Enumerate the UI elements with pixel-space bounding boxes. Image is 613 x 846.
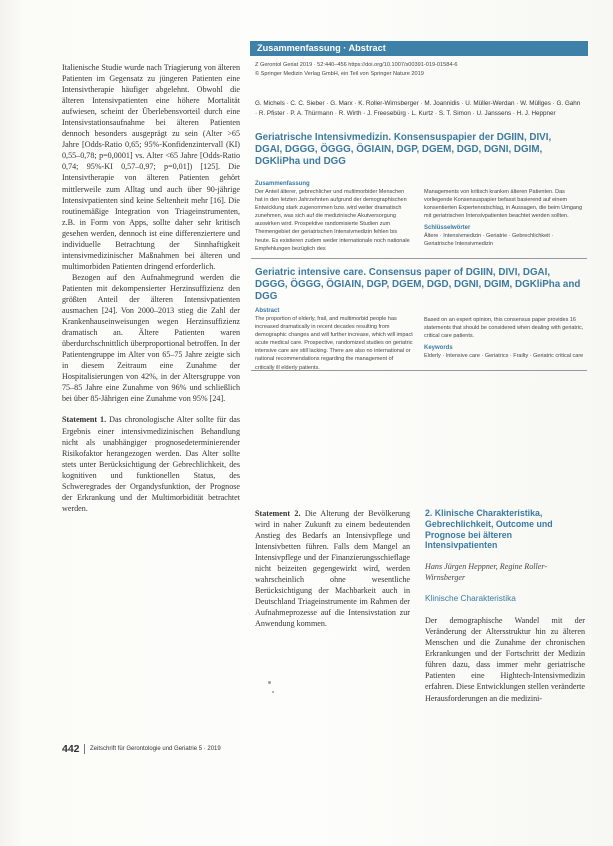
statement-2 bbox=[255, 508, 410, 630]
section-body: Der demographische Wandel mit der Veränderung der Altersstruktur hin zu älteren Menschen und die Zunahme der chronischen Erkrankungen und der Fortschritt der Medizin führen dazu, dass immer mehr geriatrische Patienten eine Hightech-Intensivmedizin erfahren. Diese Entwicklungen stellen veränderte Herausforderungen an die medizini- bbox=[425, 616, 585, 703]
author-list: G. Michels · C. C. Sieber · G. Marx · K. Roller-Wirnsberger · M. Joannidis · U. Müller-Werdan · W. Müllges · G. Gahn · R. Pfister · P. A. Thürmann · R. Wirth · J. Freesebürg · L. Kurtz · S. T. Simon · U. Janssens · H. J. Heppner bbox=[255, 100, 581, 117]
english-abstract-text: The proportion of elderly, frail, and multimorbid people has increased dramatically in recent decades resulting from demographic changes and will further increase, which will impact acute medical care. Prospective, randomized studies on geriatric intensive care are still lacking. There are also no international or national recommendations regarding the management of critically ill elderly patients. bbox=[255, 316, 413, 371]
german-abstract bbox=[255, 181, 413, 253]
scan-speck bbox=[268, 681, 271, 684]
english-article-title: Geriatric intensive care. Consensus paper of DGIIN, DIVI, DGAI, DGGG, ÖGGG, ÖGIAIN, DGP, DGEM, DGD, DGNI, DGIM, DGKliPha and DGG bbox=[255, 267, 581, 302]
doi-line: Z Gerontol Geriat 2019 · 52:440–456 https://doi.org/10.1007/s00391-019-01584-6 bbox=[255, 62, 458, 68]
section-authors: Hans Jürgen Heppner, Regine Roller-Wirnsberger bbox=[425, 562, 548, 583]
english-keywords-heading: Keywords bbox=[424, 345, 453, 352]
english-keywords: Elderly · Intensive care · Geriatrics · Frailty · Geriatric critical care bbox=[424, 353, 584, 360]
english-abstract-continuation: Based on an expert opinion, this consensus paper provides 16 statements that should be considered when dealing with geriatric, critical care patients. bbox=[424, 317, 584, 340]
footer-separator bbox=[84, 744, 85, 754]
scan-speck bbox=[272, 691, 274, 693]
german-keywords-heading: Schlüsselwörter bbox=[424, 225, 471, 232]
page-footer bbox=[62, 743, 462, 755]
right-text-column bbox=[425, 508, 585, 704]
english-abstract-heading: Abstract bbox=[255, 308, 280, 314]
banner-text: Zusammenfassung · Abstract bbox=[257, 43, 386, 53]
german-abstract-heading: Zusammenfassung bbox=[255, 181, 310, 187]
journal-name: Zeitschrift für Gerontologie und Geriatrie 5 · 2019 bbox=[90, 746, 221, 752]
left-text-column bbox=[62, 62, 240, 514]
page-number: 442 bbox=[62, 743, 80, 755]
section-title: 2. Klinische Charakteristika, Gebrechlichkeit, Outcome und Prognose bei älteren Intensivpatienten bbox=[425, 508, 553, 551]
german-abstract-text: Der Anteil älterer, gebrechlicher und multimorbider Menschen hat in den letzten Jahrzehnten aufgrund der demographischen Entwicklung stark zugenommen bzw. wird weiter dramatisch zunehmen, was sich auf die medizinische Akutversorgung auswirken wird. Prospektive randomisierte Studien zum Themengebiet der geriatrischen Intensivmedizin fehlen bis heute. Es existieren zudem weder internationale noch nationale Empfehlungen bezüglich des bbox=[255, 189, 410, 252]
subsection-heading: Klinische Charakteristika bbox=[425, 593, 516, 604]
english-abstract-continued bbox=[424, 316, 584, 360]
statement-1 bbox=[62, 414, 240, 513]
statement-text: Die Alterung der Bevölkerung wird in naher Zukunft zu einem bedeutenden Anstieg des Bedarfs an Intensivpflege und Intensivbetten führen. Falls dem Mangel an Intensivpflege und der Finanzierungsschieflage nicht beizeiten gegengewirkt wird, werden wahrscheinlich ohne wesentliche Berücksichtigung der Machbarkeit auch in Deutschland Triageinstrumente im Rahmen der Aufnahmeprozesse auf die Intensivstation zur Anwendung kommen. bbox=[255, 509, 411, 629]
statement-text: Das chronologische Alter sollte für das Ergebnis einer intensivmedizinischen Behandlung nicht als unabhängiger prognosedeterminierender Risikofaktor herangezogen werden. Das Alter sollte stets unter Berücksichtigung der Gebrechlichkeit, des kognitiven und funktionellen Status, des Schweregrades der Organdysfunktion, der Prognose der Erkrankung und der Multimorbidität betrachtet werden. bbox=[62, 415, 241, 513]
statement-label: Statement 1. bbox=[62, 415, 107, 425]
body-paragraph: Italienische Studie wurde nach Triagierung von älteren Patienten im Gegensatz zu jüngeren Patienten eine Intensivtherapie häufiger abgelehnt. Obwohl die älteren Intensivpatienten eine höhere Mortalität aufwiesen, scheint der Überlebensvorteil durch eine Intensivstationsaufnahme bei älteren Patienten dennoch besonders ausgeprägt zu sein (Alter >65 Jahre [Odds-Ratio 0,65; 95%-Konfidenzintervall (KI) 0,55–0,78; p=0,0001] vs. Alter <65 Jahre [Odds-Ratio 0,74; 95%-KI 0,57–0,97; p=0,01]) [125]. Die Intensivtherapie von älteren Patienten gehört mittlerweile zum Alltag und auch über 90-jährige Intensivpatienten sind keine Seltenheit mehr [16]. Die routinemäßige Integration von Triageinstrumenten, z.B. in Form von Apps, sollte daher sehr kritisch gesehen werden, dennoch ist eine differenziertere und individuelle Betrachtung der Sinnhaftigkeit intensivmedizinischer Maßnahmen bei älteren und multimorbiden Patienten dringend erforderlich. bbox=[62, 63, 240, 271]
divider bbox=[251, 370, 587, 371]
english-abstract bbox=[255, 308, 413, 372]
german-keywords: Ältere · Intensivmedizin · Geriatrie · Gebrechlichkeit · Geriatrische Intensivmedizin bbox=[424, 233, 554, 248]
german-article-title: Geriatrische Intensivmedizin. Konsensuspapier der DGIIN, DIVI, DGAI, DGGG, ÖGGG, ÖGIAIN, DGP, DGEM, DGD, DGNI, DGIM, DGKliPha und DGG bbox=[255, 132, 552, 167]
statement-label: Statement 2. bbox=[255, 509, 301, 518]
copyright-line: © Springer Medizin Verlag GmbH, ein Teil von Springer Nature 2019 bbox=[255, 70, 424, 77]
german-abstract-continuation: Managements von kritisch kranken älteren Patienten. Das vorliegende Konsensuspapier befasst basierend auf einem konsentierten Expertenratschlag, in Aussagen, die beim Umgang mit geriatrischen Intensivpatienten beachtet werden sollten. bbox=[424, 189, 583, 220]
abstract-banner bbox=[250, 41, 588, 56]
article-reference bbox=[255, 61, 585, 78]
body-paragraph: Bezogen auf den Aufnahmegrund werden die Patienten mit dekompensierter Herzinsuffizienz den größten Anteil der älteren Intensivpatienten ausmachen [24]. Von 2000–2013 stieg die Zahl der Krankenhauseinweisungen wegen Herzinsuffizienz dramatisch an. Ältere Patienten waren überdurchschnittlich überproportional betroffen. In der Patientengruppe im Alter von 65–75 Jahre zeigte sich in diesem Zeitraum eine Zunahme der Hospitalisierungen von 42%, in der Altersgruppe von 75–85 Jahre eine Zunahme von 96% und schließlich bei über 85-Jährigen eine Zunahme von 95% [24]. bbox=[62, 272, 240, 404]
divider bbox=[251, 258, 587, 259]
german-abstract-continued bbox=[424, 188, 584, 249]
middle-text-column bbox=[255, 508, 410, 630]
